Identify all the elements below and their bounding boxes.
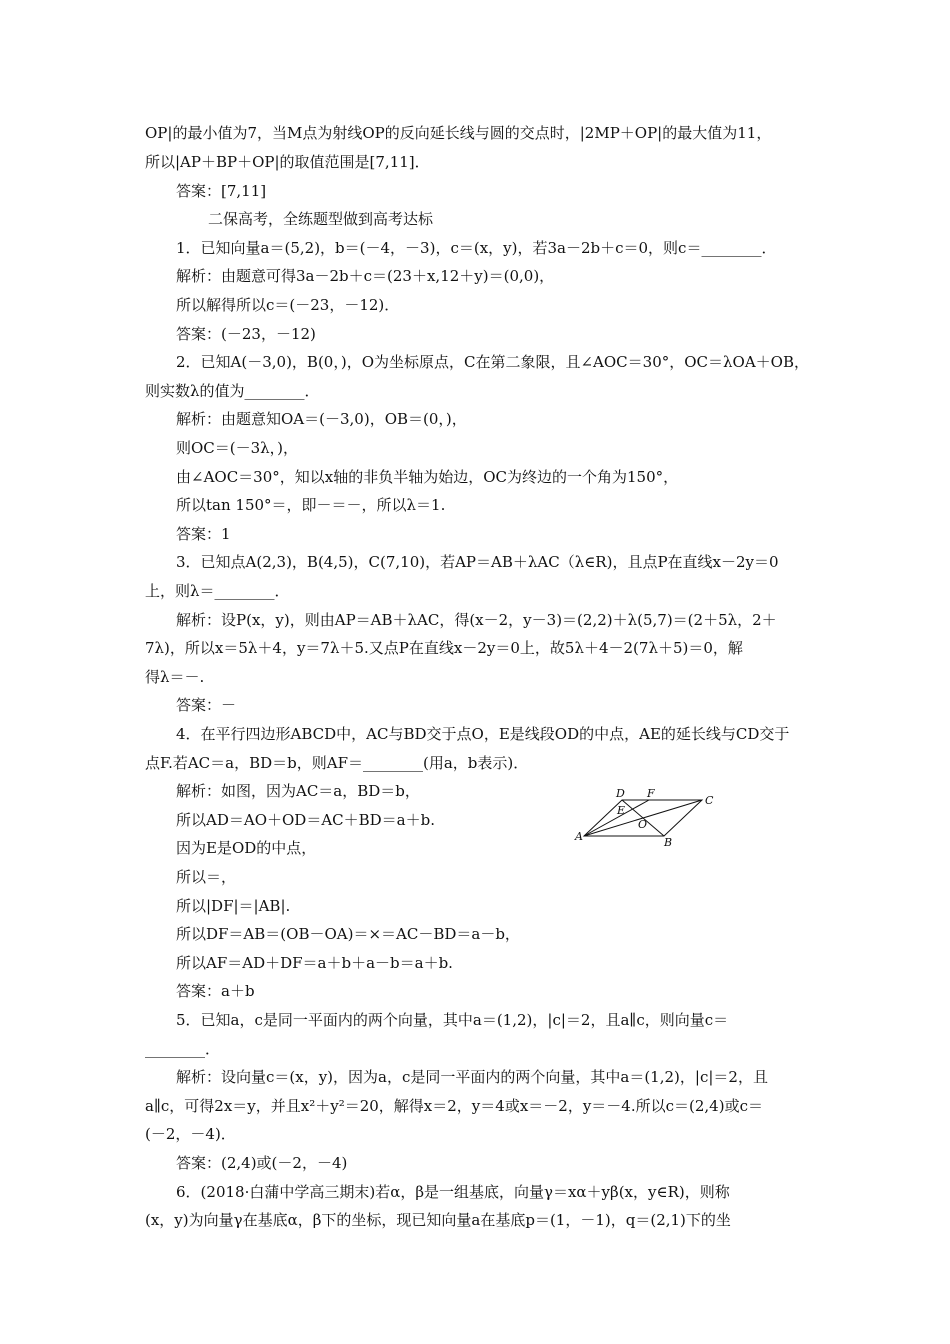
text-line: 所以DF＝AB＝(OB－OA)＝×＝AC－BD＝a－b， bbox=[176, 925, 520, 943]
text-line: 由∠AOC＝30°，知以x轴的非负半轴为始边，OC为终边的一个角为150°， bbox=[176, 468, 679, 486]
section-heading: 二保高考，全练题型做到高考达标 bbox=[208, 210, 434, 228]
label-b: B bbox=[664, 836, 673, 848]
label-c: C bbox=[705, 794, 714, 807]
text-line: 点F.若AC＝a，BD＝b，则AF＝________(用a，b表示)． bbox=[145, 754, 529, 772]
answer-line: 答案：1 bbox=[176, 525, 231, 543]
text-line: 所以|DF|＝|AB|. bbox=[176, 897, 291, 915]
text-line: OP|的最小值为7，当M点为射线OP的反向延长线与圆的交点时，|2MP＋OP|的最大值为11， bbox=[145, 124, 772, 142]
question-2: 2．已知A(－3,0)，B(0，)，O为坐标原点，C在第二象限，且∠AOC＝30°，OC＝λOA＋OB， bbox=[176, 353, 809, 371]
parallelogram-figure bbox=[572, 786, 722, 848]
question-3: 3．已知点A(2,3)，B(4,5)，C(7,10)，若AP＝AB＋λAC（λ∈R)，且点P在直线x－2y＝0 bbox=[176, 553, 779, 571]
question-5: 5．已知a，c是同一平面内的两个向量，其中a＝(1,2)，|c|＝2，且a∥c，则向量c＝ bbox=[176, 1011, 729, 1029]
text-line: (－2，－4)． bbox=[145, 1125, 236, 1143]
text-line: 所以＝， bbox=[176, 868, 237, 886]
answer-line: 答案：－ bbox=[176, 696, 237, 714]
answer-line: 答案：[7,11] bbox=[176, 182, 267, 200]
text-line: ________． bbox=[145, 1040, 221, 1058]
text-line: 所以tan 150°＝，即－＝－，所以λ＝1. bbox=[176, 496, 446, 514]
answer-line: 答案：(2,4)或(－2，－4) bbox=[176, 1154, 348, 1172]
text-line: 上，则λ＝________． bbox=[145, 582, 290, 600]
text-line: 得λ＝－. bbox=[145, 668, 205, 686]
text-line: 所以AD＝AO＋OD＝AC＋BD＝a＋b. bbox=[176, 811, 435, 829]
text-line: 所以|AP＋BP＋OP|的取值范围是[7,11]． bbox=[145, 153, 430, 171]
text-line: 解析：设P(x，y)，则由AP＝AB＋λAC，得(x－2，y－3)＝(2,2)＋λ(5,7)＝(2＋5λ，2＋ bbox=[176, 611, 777, 629]
question-6: 6．(2018·白蒲中学高三期末)若α，β是一组基底，向量γ＝xα＋yβ(x，y∈R)，则称 bbox=[176, 1183, 730, 1201]
text-line: 解析：如图，因为AC＝a，BD＝b， bbox=[176, 782, 420, 800]
text-line: 解析：设向量c＝(x，y)，因为a，c是同一平面内的两个向量，其中a＝(1,2)，|c|＝2，且 bbox=[176, 1068, 768, 1086]
text-line: 7λ)，所以x＝5λ＋4，y＝7λ＋5.又点P在直线x－2y＝0上，故5λ＋4－2(7λ＋5)＝0，解 bbox=[145, 639, 743, 657]
text-line: a∥c，可得2x＝y，并且x²＋y²＝20，解得x＝2，y＝4或x＝－2，y＝－4.所以c＝(2,4)或c＝ bbox=[145, 1097, 763, 1115]
text-line: 解析：由题意知OA＝(－3,0)，OB＝(0，)， bbox=[176, 410, 467, 428]
text-line: 所以AF＝AD＋DF＝a＋b＋a－b＝a＋b. bbox=[176, 954, 453, 972]
label-o: O bbox=[638, 818, 648, 831]
text-line: (x，y)为向量γ在基底α，β下的坐标，现已知向量a在基底p＝(1，－1)，q＝(2,1)下的坐 bbox=[145, 1211, 731, 1229]
text-line: 因为E是OD的中点， bbox=[176, 839, 317, 857]
text-line: 则实数λ的值为________． bbox=[145, 382, 320, 400]
label-d: D bbox=[616, 787, 625, 800]
question-1: 1．已知向量a＝(5,2)，b＝(－4，－3)，c＝(x，y)，若3a－2b＋c＝0，则c＝________． bbox=[176, 239, 777, 257]
question-4: 4．在平行四边形ABCD中，AC与BD交于点O，E是线段OD的中点，AE的延长线与CD交于 bbox=[176, 725, 790, 743]
label-f: F bbox=[647, 787, 655, 800]
text-line: 所以解得所以c＝(－23，－12)． bbox=[176, 296, 400, 314]
label-e: E bbox=[617, 804, 626, 817]
text-line: 则OC＝(－3λ，)， bbox=[176, 439, 299, 457]
answer-line: 答案：(－23，－12) bbox=[176, 325, 316, 343]
answer-line: 答案：a＋b bbox=[176, 982, 255, 1000]
label-a: A bbox=[575, 830, 583, 843]
text-line: 解析：由题意可得3a－2b＋c＝(23＋x,12＋y)＝(0,0)， bbox=[176, 267, 555, 285]
